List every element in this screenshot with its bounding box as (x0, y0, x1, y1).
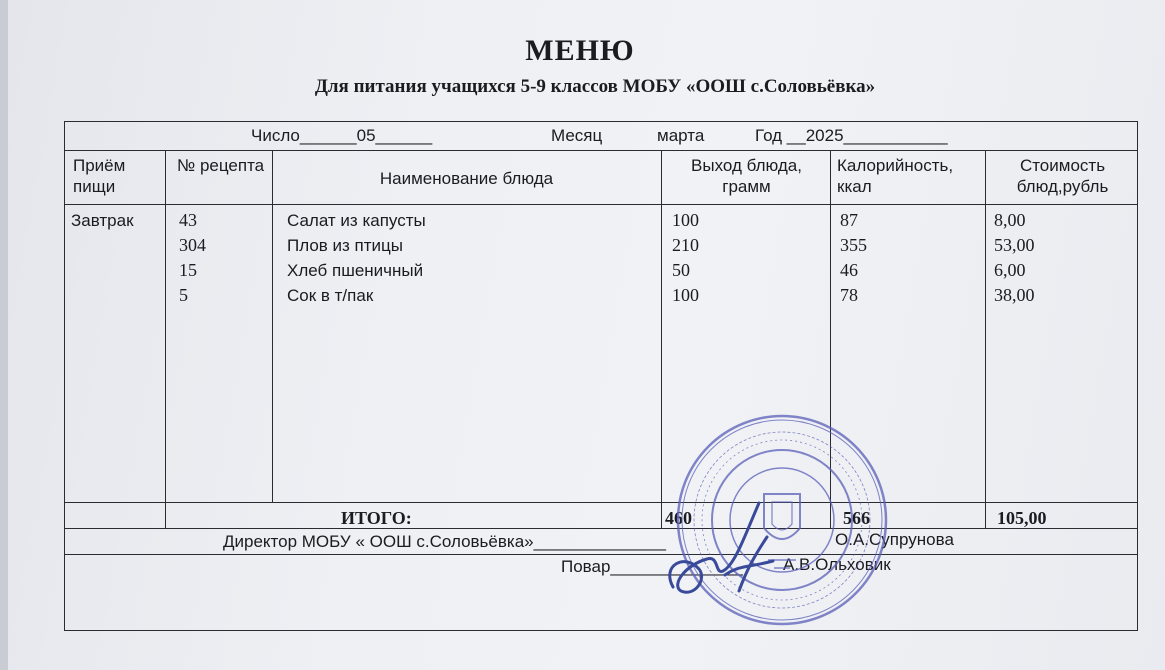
divider (65, 502, 1137, 503)
cost-column (994, 208, 1035, 308)
list-item: 87 (840, 210, 858, 230)
list-item: 43 (179, 210, 197, 230)
list-item: 100 (672, 210, 699, 230)
total-calories: 566 (843, 508, 870, 528)
divider (65, 528, 1137, 529)
list-item: 100 (672, 285, 699, 305)
day-field: Число______05______ (251, 126, 433, 145)
date-row (65, 122, 1137, 150)
list-item: 304 (179, 235, 206, 255)
yield-column (672, 208, 699, 308)
list-item: 355 (840, 235, 867, 255)
dish-column (287, 208, 426, 308)
list-item: 53,00 (994, 235, 1035, 255)
list-item: 5 (179, 285, 188, 305)
divider (165, 150, 166, 528)
list-item: 46 (840, 260, 858, 280)
divider (65, 150, 1137, 151)
list-item: 78 (840, 285, 858, 305)
year-field: Год __2025___________ (755, 126, 948, 145)
recipe-column (179, 208, 206, 308)
header-meal: Приём пищи (73, 156, 126, 196)
divider (661, 150, 662, 528)
list-item: 15 (179, 260, 197, 280)
cook-name: А.В.Ольховик (783, 555, 891, 574)
director-name: О.А.Супрунова (835, 530, 954, 549)
menu-table (64, 121, 1138, 631)
total-cost: 105,00 (997, 508, 1047, 528)
meal-cell: Завтрак (71, 211, 134, 230)
list-item: Хлеб пшеничный (287, 261, 424, 280)
header-yield: Выход блюда, грамм (691, 156, 802, 196)
list-item: Сок в т/пак (287, 286, 374, 305)
header-dish: Наименование блюда (379, 169, 554, 188)
list-item: 38,00 (994, 285, 1035, 305)
list-item: 50 (672, 260, 690, 280)
list-item: Салат из капусты (287, 211, 426, 230)
divider (985, 150, 986, 528)
list-item: 210 (672, 235, 699, 255)
cook-signature-line: Повар______________ (561, 557, 743, 576)
calories-column (840, 208, 867, 308)
document-subtitle: Для питания учащихся 5-9 классов МОБУ «ООШ с.Соловьёвка» (314, 76, 876, 97)
divider (65, 554, 1137, 555)
header-recipe: № рецепта (177, 156, 265, 175)
total-yield: 460 (665, 508, 692, 528)
divider (272, 150, 273, 502)
document-title: МЕНЮ (525, 34, 635, 67)
list-item: 8,00 (994, 210, 1026, 230)
total-label: ИТОГО: (341, 508, 412, 528)
director-signature-line: Директор МОБУ « ООШ с.Соловьёвка»______________ (223, 532, 666, 551)
month-value: марта (657, 126, 705, 145)
month-label: Месяц (551, 126, 603, 145)
list-item: 6,00 (994, 260, 1026, 280)
handwritten-signature-icon (655, 495, 795, 605)
list-item: Плов из птицы (287, 236, 403, 255)
header-cost: Стоимость блюд,рубль (1016, 156, 1109, 196)
header-calories: Калорийность, ккал (837, 156, 954, 196)
divider (65, 204, 1137, 205)
